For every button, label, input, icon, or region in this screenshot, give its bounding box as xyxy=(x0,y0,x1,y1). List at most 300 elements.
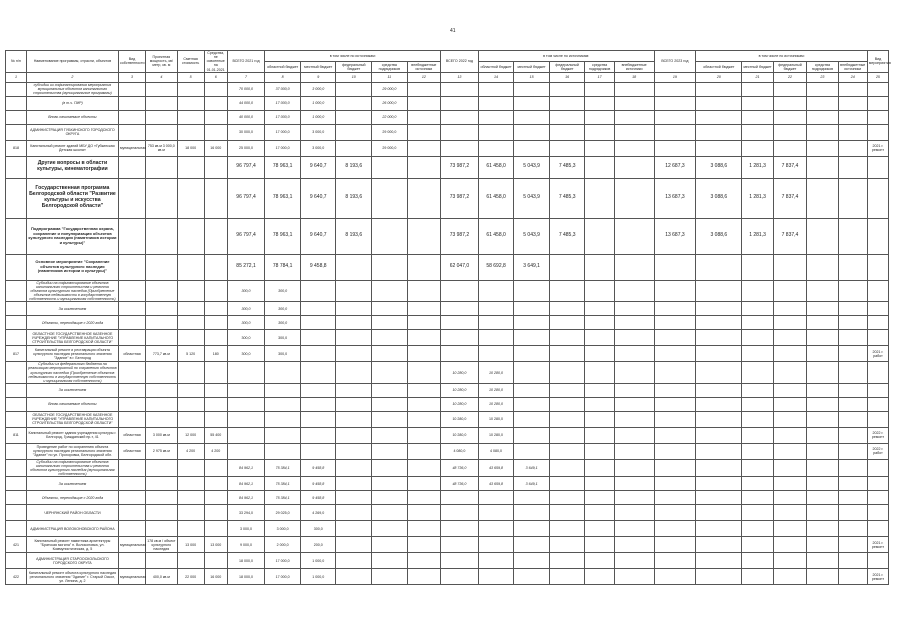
amount-cell xyxy=(614,140,654,156)
amount-cell xyxy=(585,505,614,521)
amount-cell: 10 280,0 xyxy=(441,362,479,384)
amount-cell xyxy=(696,302,742,316)
work-kind-cell xyxy=(867,383,888,397)
amount-cell xyxy=(614,178,654,218)
power-cell: 178 кв.м / объект культурного наследия xyxy=(147,538,176,551)
remain-cell xyxy=(204,316,227,330)
num-cell: 422 xyxy=(6,569,27,585)
amount-cell xyxy=(407,537,441,553)
power-cell xyxy=(146,316,177,330)
amount-cell xyxy=(614,110,654,124)
amount-cell xyxy=(336,553,372,569)
amount-cell xyxy=(407,459,441,477)
amount-cell xyxy=(654,427,696,443)
power-cell xyxy=(146,82,177,96)
amount-cell xyxy=(654,569,696,585)
table-row xyxy=(6,124,889,140)
amount-cell xyxy=(742,537,773,553)
amount-cell xyxy=(441,553,479,569)
header-total-2022: ВСЕГО 2022 год xyxy=(441,51,479,73)
amount-cell xyxy=(336,316,372,330)
amount-cell xyxy=(514,505,550,521)
amount-cell xyxy=(549,411,585,427)
work-kind-cell xyxy=(867,178,888,218)
amount-cell xyxy=(441,82,479,96)
amount-cell xyxy=(696,491,742,505)
work-kind-cell xyxy=(867,362,888,384)
amount-cell: 18 000,0 xyxy=(227,553,265,569)
amount-cell xyxy=(838,569,867,585)
amount-cell: 3 000,0 xyxy=(227,521,265,537)
num-cell xyxy=(6,521,27,537)
amount-cell: 75 384,1 xyxy=(265,491,301,505)
amount-cell xyxy=(336,124,372,140)
amount-cell: 10 280,0 xyxy=(478,397,514,411)
amount-cell xyxy=(372,477,408,491)
amount-cell xyxy=(372,383,408,397)
amount-cell xyxy=(407,302,441,316)
amount-cell xyxy=(838,82,867,96)
amount-cell: 26 000,0 xyxy=(372,96,408,110)
amount-cell xyxy=(407,330,441,346)
remain-cell: 16 000 xyxy=(204,569,227,585)
amount-cell xyxy=(742,383,773,397)
amount-cell xyxy=(514,411,550,427)
kind-cell xyxy=(118,553,145,569)
amount-cell xyxy=(742,397,773,411)
amount-cell: 7 837,4 xyxy=(773,218,806,254)
amount-cell: 7 485,3 xyxy=(549,218,585,254)
amount-cell xyxy=(549,140,585,156)
work-kind-cell: 2021 г. ремонт xyxy=(867,537,888,553)
column-number: 21 xyxy=(742,72,773,82)
amount-cell xyxy=(549,280,585,302)
amount-cell: 5 120 xyxy=(177,346,204,362)
amount-cell xyxy=(773,537,806,553)
header-source: местный бюджет xyxy=(514,61,550,72)
amount-cell xyxy=(742,477,773,491)
object-name-cell: Объекты, переходящие с 2020 года xyxy=(26,491,118,505)
table-row xyxy=(6,82,889,96)
column-number: 5 xyxy=(177,72,204,82)
object-name-cell: За исключением xyxy=(26,383,118,397)
amount-cell: 62 047,0 xyxy=(441,254,479,280)
amount-cell: 9 640,7 xyxy=(300,218,336,254)
amount-cell: 61 458,0 xyxy=(478,156,514,178)
amount-cell xyxy=(265,362,301,384)
amount-cell xyxy=(614,254,654,280)
amount-cell: 1 000,0 xyxy=(300,553,336,569)
amount-cell xyxy=(300,316,336,330)
remain-cell xyxy=(204,110,227,124)
kind-cell xyxy=(118,397,145,411)
work-kind-cell xyxy=(867,553,888,569)
remain-cell: 180 xyxy=(204,346,227,362)
object-name-cell: Капитальный ремонт зданий МБУ ДО «Губкинская Детская школа» xyxy=(26,140,118,156)
table-row xyxy=(6,477,889,491)
amount-cell xyxy=(441,505,479,521)
kind-cell xyxy=(118,124,145,140)
amount-cell xyxy=(227,383,265,397)
kind-cell xyxy=(118,362,145,384)
amount-cell xyxy=(478,140,514,156)
amount-cell: 4 080,0 xyxy=(478,443,514,459)
amount-cell xyxy=(407,96,441,110)
amount-cell xyxy=(807,330,838,346)
work-kind-cell: 2021 г. ремонт xyxy=(867,140,888,156)
amount-cell xyxy=(177,491,204,505)
amount-cell: 25 000,0 xyxy=(227,140,265,156)
header-remain: Средства, не освоенные на 01.01.2021 xyxy=(204,51,227,73)
amount-cell xyxy=(742,491,773,505)
object-name-cell: Вновь начинаемые объекты xyxy=(26,397,118,411)
amount-cell xyxy=(407,124,441,140)
amount-cell xyxy=(478,124,514,140)
amount-cell xyxy=(514,124,550,140)
amount-cell xyxy=(742,443,773,459)
power-cell: 753 кв.м 3 000,0 кв.м xyxy=(146,140,177,156)
amount-cell: 7 837,4 xyxy=(773,156,806,178)
amount-cell: 3 649,1 xyxy=(514,459,550,477)
amount-cell xyxy=(478,316,514,330)
table-row xyxy=(6,178,889,218)
amount-cell xyxy=(654,140,696,156)
amount-cell xyxy=(300,346,336,362)
num-cell: 811 xyxy=(6,427,27,443)
amount-cell xyxy=(614,156,654,178)
amount-cell xyxy=(614,459,654,477)
amount-cell xyxy=(807,459,838,477)
num-cell xyxy=(6,491,27,505)
header-group-2021: в том числе по источникам: xyxy=(265,51,441,62)
remain-cell xyxy=(204,96,227,110)
column-number: 8 xyxy=(265,72,301,82)
amount-cell: 22 000 xyxy=(177,569,204,585)
work-kind-cell xyxy=(867,280,888,302)
amount-cell xyxy=(614,280,654,302)
amount-cell xyxy=(407,346,441,362)
num-cell xyxy=(6,383,27,397)
column-number: 10 xyxy=(336,72,372,82)
header-kind: Вид собственности xyxy=(118,51,145,73)
amount-cell xyxy=(742,96,773,110)
column-number: 7 xyxy=(227,72,265,82)
amount-cell xyxy=(654,280,696,302)
amount-cell xyxy=(742,280,773,302)
header-source: областной бюджет xyxy=(265,61,301,72)
amount-cell: 10 280,0 xyxy=(478,362,514,384)
amount-cell xyxy=(300,330,336,346)
amount-cell: 3 088,6 xyxy=(696,178,742,218)
amount-cell xyxy=(549,362,585,384)
amount-cell: 8 193,6 xyxy=(336,178,372,218)
amount-cell xyxy=(177,553,204,569)
amount-cell xyxy=(336,330,372,346)
amount-cell xyxy=(585,427,614,443)
amount-cell: 29 025,0 xyxy=(265,505,301,521)
amount-cell xyxy=(614,505,654,521)
amount-cell xyxy=(696,459,742,477)
amount-cell xyxy=(838,397,867,411)
header-source: внебюджетные источники xyxy=(614,61,654,72)
kind-cell xyxy=(118,96,145,110)
amount-cell: 9 640,7 xyxy=(300,178,336,218)
amount-cell: 1 000,0 xyxy=(300,96,336,110)
amount-cell xyxy=(336,427,372,443)
amount-cell: 96 797,4 xyxy=(227,218,265,254)
object-name-cell: АДМИНИСТРАЦИЯ ГУБКИНСКОГО ГОРОДСКОГО ОКРУГА xyxy=(26,124,118,140)
amount-cell xyxy=(838,330,867,346)
amount-cell xyxy=(773,280,806,302)
amount-cell xyxy=(336,411,372,427)
remain-cell xyxy=(204,302,227,316)
amount-cell: 9 000,0 xyxy=(227,537,265,553)
amount-cell: 300,0 xyxy=(227,302,265,316)
object-name-cell: Капитальный ремонт памятника архитектуры "Братская могила" п. Волоконовка, ул. Коммунистическая, д. 5 xyxy=(26,537,118,553)
amount-cell xyxy=(773,254,806,280)
amount-cell xyxy=(514,427,550,443)
amount-cell xyxy=(336,96,372,110)
table-row xyxy=(6,443,889,459)
power-cell xyxy=(146,411,177,427)
amount-cell xyxy=(441,280,479,302)
num-cell xyxy=(6,124,27,140)
amount-cell xyxy=(742,553,773,569)
amount-cell xyxy=(838,156,867,178)
amount-cell: 17 000,0 xyxy=(265,110,301,124)
amount-cell: 5 043,9 xyxy=(514,156,550,178)
power-cell xyxy=(146,491,177,505)
amount-cell xyxy=(807,397,838,411)
amount-cell xyxy=(838,178,867,218)
amount-cell xyxy=(441,346,479,362)
object-name-cell: АДМИНИСТРАЦИЯ ВОЛОКОНОВСКОГО РАЙОНА xyxy=(26,521,118,537)
header-source: федеральный бюджет xyxy=(336,61,372,72)
remain-cell: 55 400 xyxy=(204,427,227,443)
amount-cell xyxy=(177,82,204,96)
work-kind-cell xyxy=(867,124,888,140)
work-kind-cell xyxy=(867,82,888,96)
table-row xyxy=(6,316,889,330)
object-name-cell: ОБЛАСТНОЕ ГОСУДАРСТВЕННОЕ КАЗЕННОЕ УЧРЕЖДЕНИЕ "УПРАВЛЕНИЕ КАПИТАЛЬНОГО СТРОИТЕЛЬСТВА БЕЛГОРОДСКОЙ ОБЛАСТИ" xyxy=(26,411,118,427)
column-number: 17 xyxy=(585,72,614,82)
amount-cell xyxy=(514,82,550,96)
num-cell xyxy=(6,330,27,346)
num-cell xyxy=(6,477,27,491)
amount-cell xyxy=(838,443,867,459)
amount-cell: 3 088,6 xyxy=(696,156,742,178)
amount-cell xyxy=(407,553,441,569)
amount-cell xyxy=(773,459,806,477)
amount-cell xyxy=(742,346,773,362)
header-source: внебюджетные источники xyxy=(838,61,867,72)
amount-cell xyxy=(585,280,614,302)
amount-cell xyxy=(407,362,441,384)
kind-cell: муниципальная xyxy=(118,140,145,156)
header-total-2021: ВСЕГО 2021 год xyxy=(227,51,265,73)
amount-cell xyxy=(654,411,696,427)
power-cell: 2 975 кв.м xyxy=(146,443,177,459)
amount-cell xyxy=(654,330,696,346)
amount-cell: 300,0 xyxy=(265,302,301,316)
amount-cell: 17 000,0 xyxy=(265,553,301,569)
amount-cell: 9 458,8 xyxy=(300,491,336,505)
amount-cell xyxy=(407,411,441,427)
amount-cell xyxy=(549,383,585,397)
amount-cell xyxy=(696,96,742,110)
amount-cell xyxy=(807,505,838,521)
remain-cell xyxy=(204,553,227,569)
kind-cell xyxy=(118,254,145,280)
amount-cell xyxy=(549,316,585,330)
amount-cell xyxy=(514,302,550,316)
amount-cell xyxy=(614,411,654,427)
amount-cell xyxy=(838,316,867,330)
amount-cell xyxy=(807,383,838,397)
amount-cell: 300,0 xyxy=(227,346,265,362)
amount-cell xyxy=(773,505,806,521)
header-group-2023: в том числе по источникам: xyxy=(696,51,868,62)
work-kind-cell xyxy=(867,411,888,427)
amount-cell xyxy=(227,411,265,427)
amount-cell xyxy=(407,254,441,280)
header-source: областной бюджет xyxy=(478,61,514,72)
table-row xyxy=(6,280,889,302)
amount-cell xyxy=(372,156,408,178)
amount-cell xyxy=(807,477,838,491)
amount-cell xyxy=(177,156,204,178)
amount-cell xyxy=(696,443,742,459)
amount-cell xyxy=(585,491,614,505)
amount-cell xyxy=(407,491,441,505)
power-cell xyxy=(146,459,177,477)
column-number: 4 xyxy=(146,72,177,82)
amount-cell: 13 000 xyxy=(177,537,204,553)
object-name-cell: Субсидии из федерального бюджета на реализацию мероприятий по сохранению объектов культурного наследия (Приобретение объектов недвижимости в государственную собственность и муниципальная собственность) xyxy=(28,362,117,383)
num-cell: 421 xyxy=(6,537,27,553)
amount-cell: 7 837,4 xyxy=(773,178,806,218)
amount-cell xyxy=(807,427,838,443)
power-cell xyxy=(146,156,177,178)
amount-cell xyxy=(696,280,742,302)
amount-cell xyxy=(549,82,585,96)
amount-cell xyxy=(177,302,204,316)
amount-cell xyxy=(807,346,838,362)
amount-cell xyxy=(838,505,867,521)
amount-cell xyxy=(407,427,441,443)
work-kind-cell xyxy=(867,96,888,110)
column-number: 2 xyxy=(26,72,118,82)
amount-cell xyxy=(773,124,806,140)
amount-cell xyxy=(514,537,550,553)
column-number: 22 xyxy=(773,72,806,82)
num-cell xyxy=(6,397,27,411)
column-number: 12 xyxy=(407,72,441,82)
num-cell xyxy=(6,459,27,477)
amount-cell xyxy=(807,156,838,178)
amount-cell: 30 000,0 xyxy=(227,124,265,140)
amount-cell xyxy=(807,411,838,427)
amount-cell xyxy=(614,537,654,553)
amount-cell: 1 281,3 xyxy=(742,218,773,254)
work-kind-cell xyxy=(867,505,888,521)
amount-cell xyxy=(585,346,614,362)
amount-cell xyxy=(514,553,550,569)
amount-cell xyxy=(696,427,742,443)
amount-cell xyxy=(441,96,479,110)
amount-cell xyxy=(742,459,773,477)
amount-cell xyxy=(585,383,614,397)
amount-cell xyxy=(372,411,408,427)
amount-cell xyxy=(407,178,441,218)
amount-cell: 4 200 xyxy=(177,443,204,459)
power-cell xyxy=(146,330,177,346)
work-kind-cell xyxy=(867,477,888,491)
column-number: 3 xyxy=(118,72,145,82)
amount-cell xyxy=(773,397,806,411)
work-kind-cell xyxy=(867,459,888,477)
amount-cell xyxy=(549,505,585,521)
amount-cell xyxy=(773,82,806,96)
amount-cell xyxy=(514,346,550,362)
amount-cell xyxy=(478,280,514,302)
amount-cell: 3 000,0 xyxy=(265,521,301,537)
work-kind-cell xyxy=(867,156,888,178)
table-row xyxy=(6,537,889,553)
amount-cell xyxy=(696,110,742,124)
amount-cell xyxy=(585,96,614,110)
amount-cell xyxy=(478,491,514,505)
amount-cell xyxy=(742,140,773,156)
amount-cell xyxy=(807,218,838,254)
amount-cell xyxy=(773,521,806,537)
power-cell xyxy=(146,254,177,280)
table-row xyxy=(6,254,889,280)
amount-cell: 8 193,6 xyxy=(336,156,372,178)
amount-cell xyxy=(549,427,585,443)
amount-cell xyxy=(177,178,204,218)
amount-cell xyxy=(177,316,204,330)
amount-cell xyxy=(372,330,408,346)
amount-cell xyxy=(478,330,514,346)
amount-cell: 300,0 xyxy=(227,316,265,330)
amount-cell xyxy=(807,443,838,459)
amount-cell xyxy=(614,316,654,330)
amount-cell xyxy=(742,362,773,384)
object-name-cell: Капитальный ремонт объекта культурного наследия регионального значения "Здание" г. Старый Оскол, ул. Ленина, д. 2 xyxy=(26,569,118,585)
amount-cell xyxy=(614,346,654,362)
amount-cell xyxy=(514,140,550,156)
remain-cell xyxy=(204,362,227,384)
kind-cell xyxy=(118,330,145,346)
amount-cell xyxy=(614,443,654,459)
object-name-cell: За исключением xyxy=(26,477,118,491)
amount-cell: 10 280,0 xyxy=(478,383,514,397)
amount-cell: 9 458,8 xyxy=(300,254,336,280)
amount-cell: 73 987,2 xyxy=(441,156,479,178)
amount-cell xyxy=(372,553,408,569)
amount-cell xyxy=(265,397,301,411)
amount-cell xyxy=(300,362,336,384)
amount-cell xyxy=(407,280,441,302)
amount-cell xyxy=(514,397,550,411)
amount-cell xyxy=(773,96,806,110)
num-cell xyxy=(6,82,27,96)
amount-cell xyxy=(300,397,336,411)
work-kind-cell: 2022 г. работ xyxy=(867,443,888,459)
amount-cell xyxy=(227,397,265,411)
amount-cell xyxy=(807,521,838,537)
